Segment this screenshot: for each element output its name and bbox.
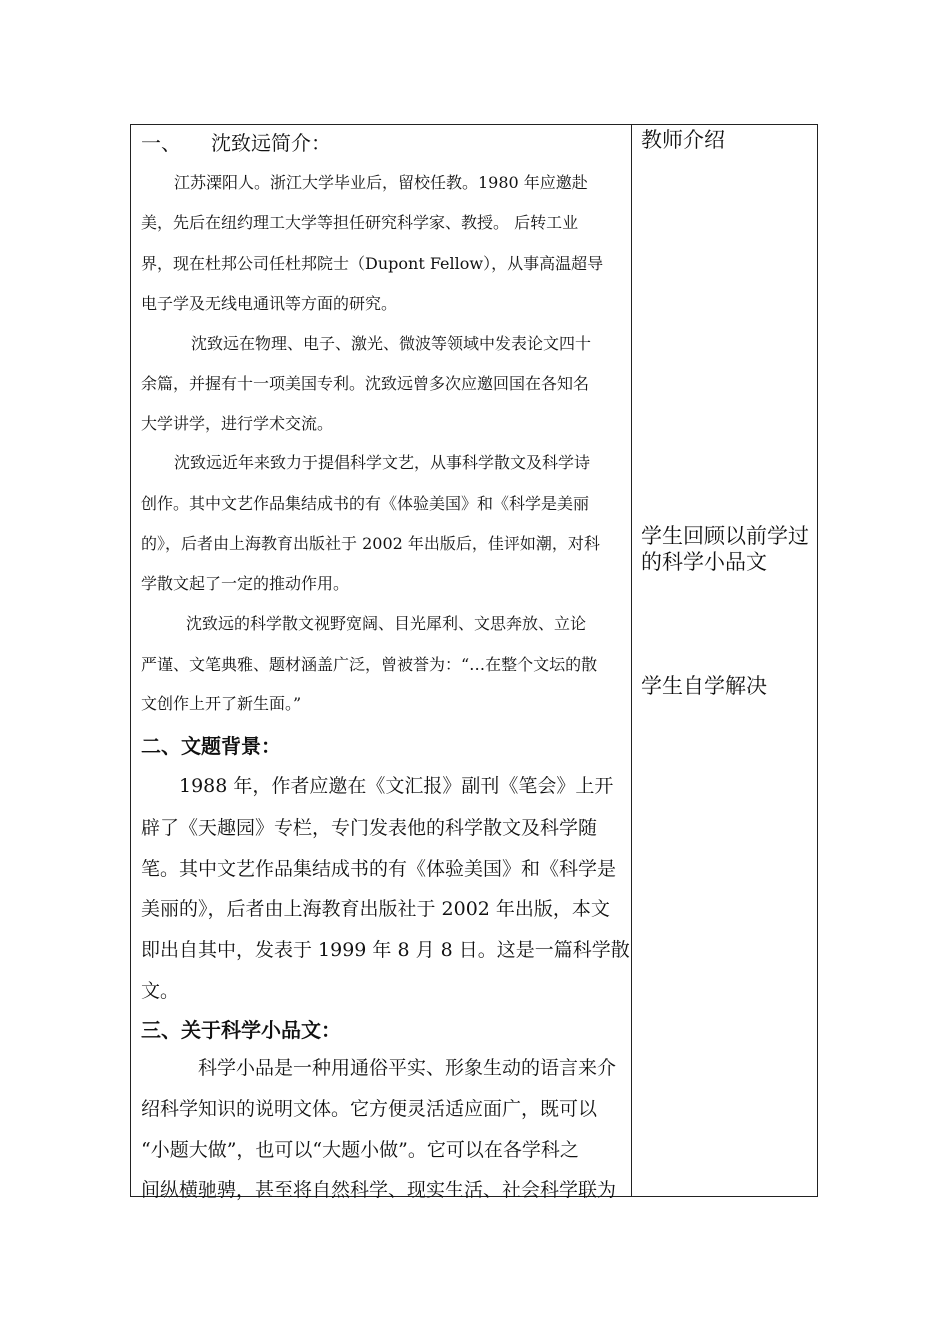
paragraph-line: 严谨、文笔典雅、题材涵盖广泛，曾被誉为：“…在整个文坛的散 (141, 655, 598, 674)
paragraph-line: 电子学及无线电通讯等方面的研究。 (141, 294, 398, 313)
paragraph-line: 余篇，并握有十一项美国专利。沈致远曾多次应邀回国在各知名 (141, 374, 590, 393)
paragraph-line: 科学小品是一种用通俗平实、形象生动的语言来介 (198, 1057, 617, 1079)
section1-title (141, 127, 331, 156)
paragraph-line: 江苏溧阳人。浙江大学毕业后，留校任教。1980 年应邀赴 (174, 173, 588, 192)
paragraph-line: 1988 年，作者应邀在《文汇报》副刊《笔会》上开 (179, 775, 614, 797)
lesson-plan-table (130, 124, 818, 1201)
paragraph-line: 辟了《天趣园》专栏，专门发表他的科学散文及科学随 (141, 817, 598, 839)
section1-title-text: 沈致远简介： (211, 131, 331, 155)
teacher-intro-note: 教师介绍 (641, 128, 725, 152)
column-divider (631, 125, 632, 1196)
paragraph-line: 沈致远近年来致力于提倡科学文艺，从事科学散文及科学诗 (174, 453, 591, 472)
paragraph-line: 即出自其中，发表于 1999 年 8 月 8 日。这是一篇科学散 (141, 939, 630, 961)
paragraph-line: 沈致远在物理、电子、激光、微波等领域中发表论文四十 (191, 334, 592, 353)
paragraph-line: 沈致远的科学散文视野宽阔、目光犀利、文思奔放、立论 (186, 614, 587, 633)
paragraph-line: “小题大做”，也可以“大题小做”。它可以在各学科之 (141, 1139, 579, 1161)
paragraph-line: 文创作上开了新生面。” (141, 694, 302, 713)
student-review-note: 学生回顾以前学过的科学小品文 (641, 524, 809, 574)
paragraph-line: 学散文起了一定的推动作用。 (141, 574, 350, 593)
paragraph-line: 绍科学知识的说明文体。它方便灵活适应面广，既可以 (141, 1098, 598, 1120)
paragraph-line: 间纵横驰骋，甚至将自然科学、现实生活、社会科学联为 (141, 1179, 617, 1201)
paragraph-line: 的》，后者由上海教育出版社于 2002 年出版后，佳评如潮，对科 (141, 534, 600, 553)
paragraph-line: 大学讲学，进行学术交流。 (141, 414, 334, 433)
paragraph-line: 文。 (141, 980, 180, 1002)
paragraph-line: 美，先后在纽约理工大学等担任研究科学家、教授。 后转工业 (141, 213, 579, 232)
paragraph-line: 创作。其中文艺作品集结成书的有《体验美国》和《科学是美丽 (141, 494, 590, 513)
section3-title: 三、关于科学小品文： (141, 1018, 341, 1042)
paragraph-line: 美丽的》，后者由上海教育出版社于 2002 年出版，本文 (141, 898, 610, 920)
section2-title: 二、文题背景： (141, 734, 281, 758)
paragraph-line: 界，现在杜邦公司任杜邦院士（Dupont Fellow），从事高温超导 (141, 254, 604, 273)
self-study-note: 学生自学解决 (641, 674, 767, 698)
paragraph-line: 笔。其中文艺作品集结成书的有《体验美国》和《科学是 (141, 858, 617, 880)
section1-number: 一、 (141, 131, 181, 155)
